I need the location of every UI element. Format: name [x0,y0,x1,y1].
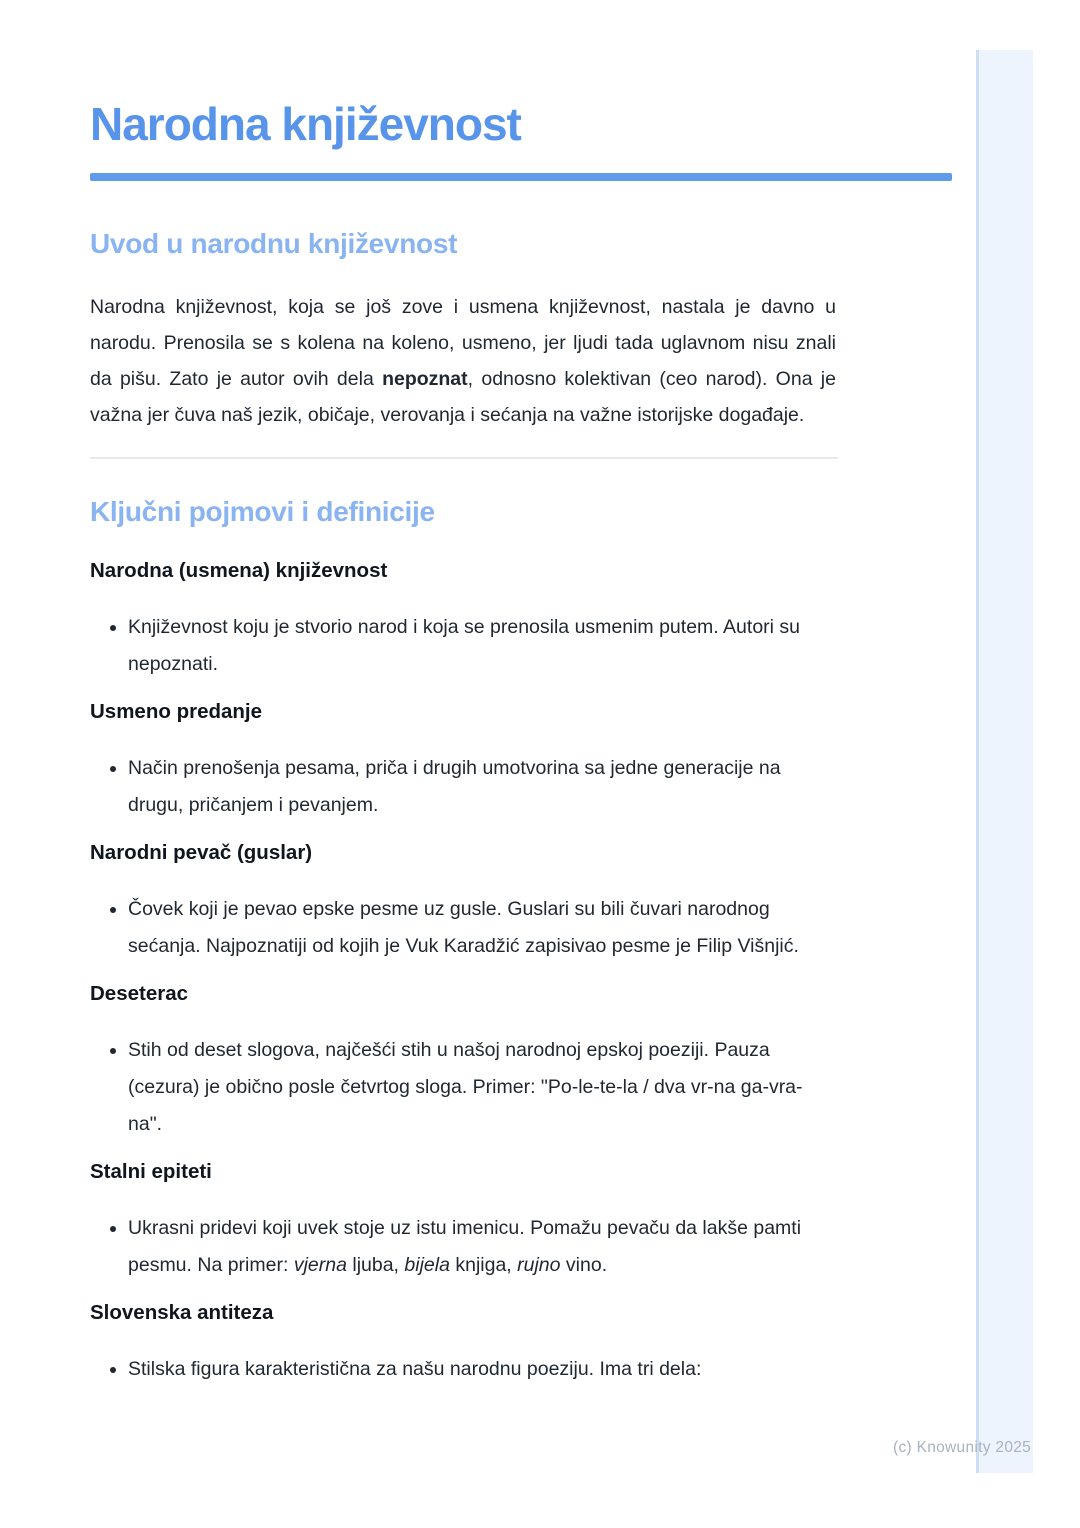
copyright-watermark: (c) Knowunity 2025 [893,1439,1032,1456]
text-run: Narodna književnost, koja se još zove i usmena književnost, nastala je davno u narodu. Prenosila se s kolena na koleno, usmeno, jer ljudi tada uglavnom nisu znali da pišu. Zato je autor ovih dela [90,296,836,390]
term-definition [128,1032,836,1143]
text-run: nepoznat [382,368,468,390]
term-block-narodni-pevac-guslar [90,840,836,965]
text-run: Stih od deset slogova, najčešći stih u našoj narodnoj epskoj poeziji. Pauza (cezura) je obično posle četvrtog sloga. Primer: "Po-le-te-la / dva vr-na ga-vra-na". [128,1039,803,1135]
text-run: , odnosno kolektivan (ceo narod). Ona je važna jer čuva naš jezik, običaje, verovanja i sećanja na važne istorijske događaje. [90,368,836,426]
term-block-slovenska-antiteza [90,1300,836,1388]
term-definition-list [90,1351,836,1388]
text-run: Ukrasni pridevi koji uvek stoje uz istu imenicu. Pomažu pevaču da lakše pamti pesmu. Na primer: [128,1217,802,1276]
title-underline-rule [90,173,952,181]
term-definition [128,1351,836,1388]
document-content [90,0,836,1388]
term-definition-list [90,1210,836,1284]
text-run: vino. [560,1254,608,1276]
term-title: Narodna (usmena) književnost [90,559,388,582]
section-divider [90,457,838,459]
term-definition-list [90,891,836,965]
term-block-stalni-epiteti [90,1159,836,1284]
text-run: rujno [517,1254,561,1276]
text-run: knjiga, [449,1254,518,1276]
page-title: Narodna književnost [90,98,521,150]
text-run: vjerna [293,1254,347,1276]
text-run: bijela [404,1254,450,1276]
term-definition [128,609,836,683]
page-edge-strip [976,50,1033,1473]
text-run: Stilska figura karakteristična za našu narodnu poeziju. Ima tri dela: [128,1358,702,1380]
intro-paragraph [90,289,836,433]
term-definition [128,1210,836,1284]
term-definition [128,891,836,965]
text-run: Književnost koju je stvorio narod i koja se prenosila usmenim putem. Autori su nepoznati. [128,616,800,675]
term-title: Slovenska antiteza [90,1301,274,1324]
text-run: Način prenošenja pesama, priča i drugih umotvorina sa jedne generacije na drugu, pričanjem i pevanjem. [128,757,781,816]
term-title: Stalni epiteti [90,1160,212,1183]
term-block-narodna-usmena-knjizevnost [90,558,836,683]
section-heading-key-terms: Ključni pojmovi i definicije [90,496,435,527]
term-definition [128,750,836,824]
term-block-usmeno-predanje [90,699,836,824]
term-title: Deseterac [90,982,189,1005]
term-definition-list [90,750,836,824]
term-definition-list [90,1032,836,1143]
term-title: Narodni pevač (guslar) [90,841,313,864]
text-run: Čovek koji je pevao epske pesme uz gusle. Guslari su bili čuvari narodnog sećanja. Najpoznatiji od kojih je Vuk Karadžić zapisivao pesme je Filip Višnjić. [128,898,799,957]
term-title: Usmeno predanje [90,700,263,723]
text-run: ljuba, [346,1254,405,1276]
term-definition-list [90,609,836,683]
terms-list [90,558,836,1388]
term-block-deseterac [90,981,836,1143]
section-heading-intro: Uvod u narodnu književnost [90,228,458,259]
